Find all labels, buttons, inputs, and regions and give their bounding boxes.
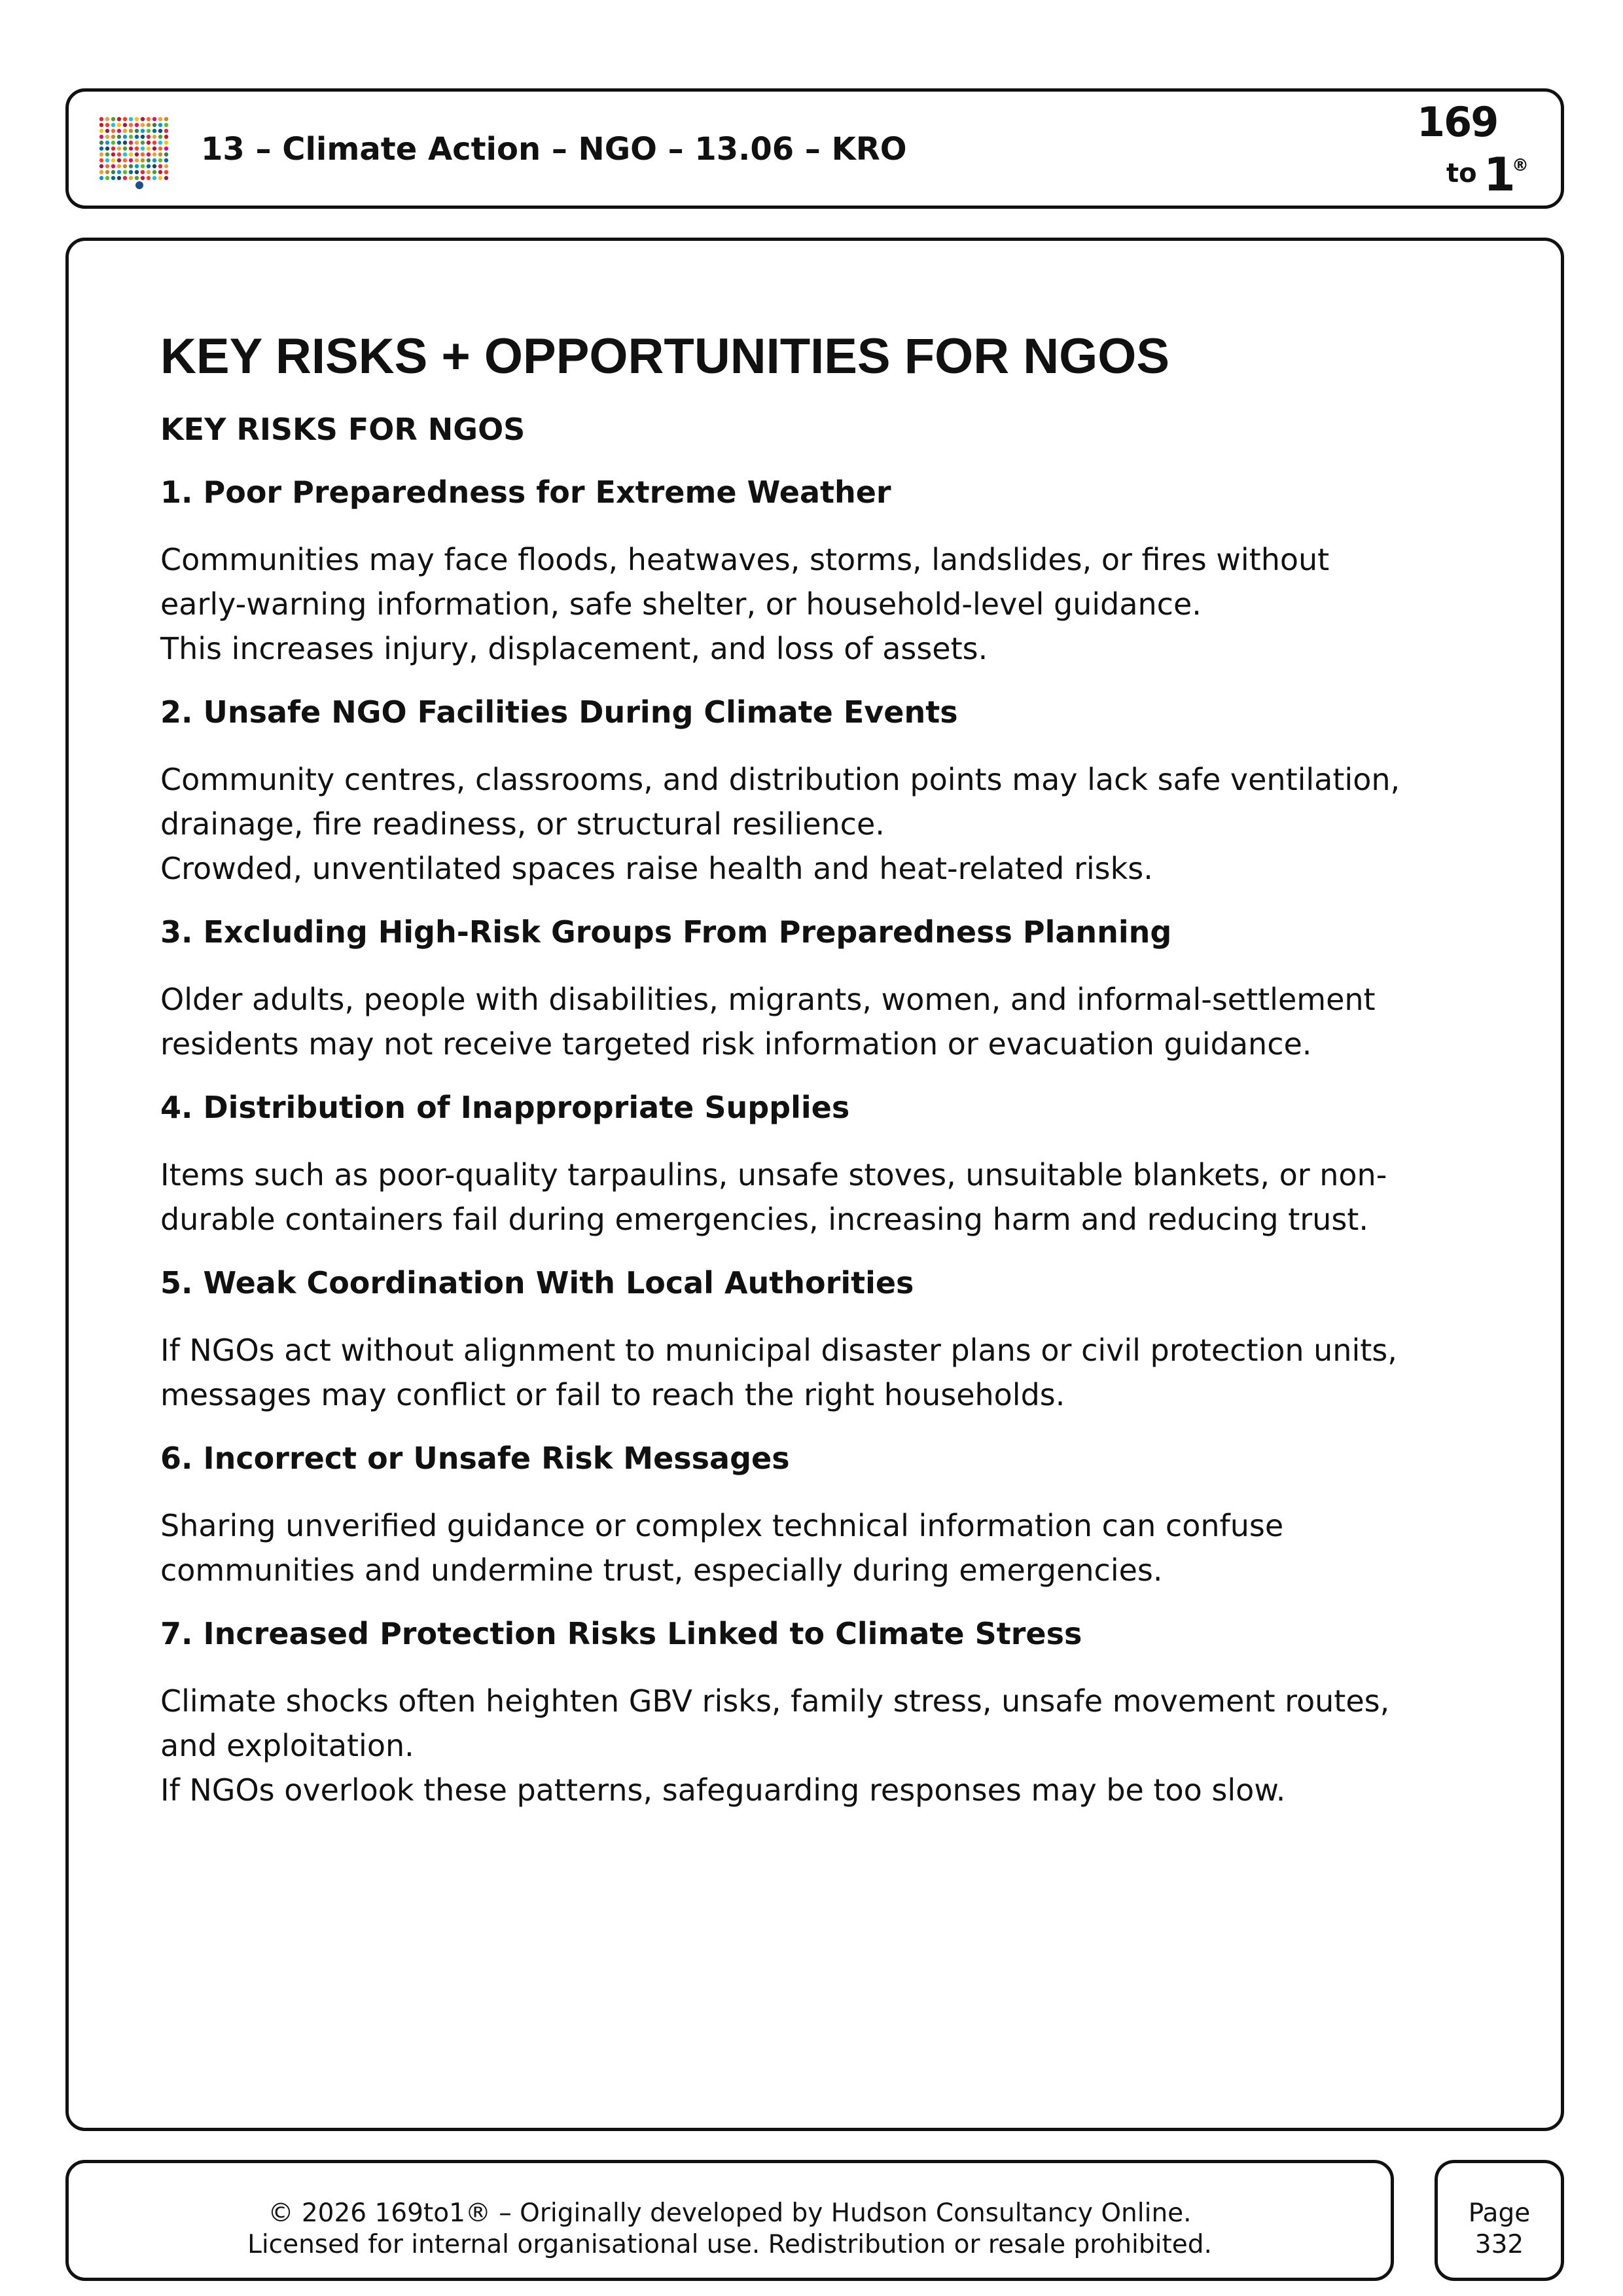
risk-description xyxy=(160,977,1489,1066)
risk-description-line: Items such as poor-quality tarpaulins, unsafe stoves, unsuitable blankets, or non- xyxy=(160,1157,1387,1193)
risk-description-line: communities and undermine trust, especially during emergencies. xyxy=(160,1552,1163,1588)
risk-description-line: Community centres, classrooms, and distribution points may lack safe ventilation, xyxy=(160,761,1400,797)
risk-description xyxy=(160,1679,1489,1812)
copyright-line-2: Licensed for internal organisational use. Redistribution or resale prohibited. xyxy=(247,2230,1212,2259)
risk-item xyxy=(160,1090,1489,1242)
section-title: KEY RISKS FOR NGOS xyxy=(160,411,526,447)
brand-one: 1 xyxy=(1484,148,1516,202)
page-title: KEY RISKS + OPPORTUNITIES FOR NGOS xyxy=(160,329,1170,384)
document-header-title: 13 – Climate Action – NGO – 13.06 – KRO xyxy=(201,131,907,168)
risk-title: 7. Increased Protection Risks Linked to Climate Stress xyxy=(160,1615,1082,1651)
risk-description-line: Communities may face floods, heatwaves, storms, landslides, or fires without xyxy=(160,541,1330,577)
risk-description-line: Older adults, people with disabilities, migrants, women, and informal-settlement xyxy=(160,981,1376,1017)
risk-title: 5. Weak Coordination With Local Authorities xyxy=(160,1265,914,1300)
risk-description-line: Climate shocks often heighten GBV risks, family stress, unsafe movement routes, xyxy=(160,1683,1390,1719)
logo-accent-dot xyxy=(135,181,143,189)
risk-description xyxy=(160,1153,1489,1242)
risk-description xyxy=(160,1503,1489,1592)
risk-item xyxy=(160,1441,1489,1592)
copyright-line-1: © 2026 169to1® – Originally developed by Hudson Consultancy Online. xyxy=(268,2198,1192,2228)
page-indicator xyxy=(1438,2198,1561,2261)
page-label: Page xyxy=(1468,2198,1531,2228)
risk-description xyxy=(160,537,1489,671)
risk-description-line: and exploitation. xyxy=(160,1727,414,1763)
risk-title: 2. Unsafe NGO Facilities During Climate Events xyxy=(160,694,958,730)
content-panel xyxy=(65,238,1564,2131)
risk-description-line: messages may conflict or fail to reach the right households. xyxy=(160,1376,1065,1412)
risk-item xyxy=(160,1265,1489,1417)
risk-description-line: If NGOs overlook these patterns, safeguarding responses may be too slow. xyxy=(160,1772,1286,1808)
brand-number: 169 xyxy=(1417,98,1498,146)
risk-item xyxy=(160,475,1489,671)
risk-item xyxy=(160,694,1489,891)
risk-description-line: This increases injury, displacement, and loss of assets. xyxy=(160,630,988,666)
risk-title: 1. Poor Preparedness for Extreme Weather xyxy=(160,474,891,510)
risk-description-line: drainage, fire readiness, or structural resilience. xyxy=(160,806,885,842)
page-number-box xyxy=(1435,2160,1564,2281)
brand-registered-mark: ® xyxy=(1512,156,1529,175)
risk-item xyxy=(160,914,1489,1066)
risk-description-line: Crowded, unventilated spaces raise health and heat-related risks. xyxy=(160,850,1153,886)
copyright-notice xyxy=(69,2198,1391,2261)
risk-description-line: If NGOs act without alignment to municipal disaster plans or civil protection units, xyxy=(160,1332,1397,1368)
header-bar xyxy=(65,88,1564,209)
footer-copyright-box xyxy=(65,2160,1394,2281)
risk-title: 3. Excluding High-Risk Groups From Preparedness Planning xyxy=(160,914,1172,950)
brand-to: to xyxy=(1446,158,1477,188)
risk-list xyxy=(160,475,1489,1812)
brand-logo xyxy=(1397,98,1535,203)
risk-description xyxy=(160,1328,1489,1417)
risk-description xyxy=(160,757,1489,891)
risk-description-line: early-warning information, safe shelter, or household-level guidance. xyxy=(160,586,1202,622)
risk-description-line: residents may not receive targeted risk information or evacuation guidance. xyxy=(160,1026,1312,1062)
content-body xyxy=(160,329,1489,1836)
risk-item xyxy=(160,1616,1489,1812)
page-number: 332 xyxy=(1474,2230,1524,2259)
risk-title: 4. Distribution of Inappropriate Supplies xyxy=(160,1089,850,1125)
risk-description-line: durable containers fail during emergencies, increasing harm and reducing trust. xyxy=(160,1201,1368,1237)
sdg-color-grid-logo-icon xyxy=(98,116,170,181)
risk-title: 6. Incorrect or Unsafe Risk Messages xyxy=(160,1440,790,1476)
risk-description-line: Sharing unverified guidance or complex technical information can confuse xyxy=(160,1507,1284,1543)
